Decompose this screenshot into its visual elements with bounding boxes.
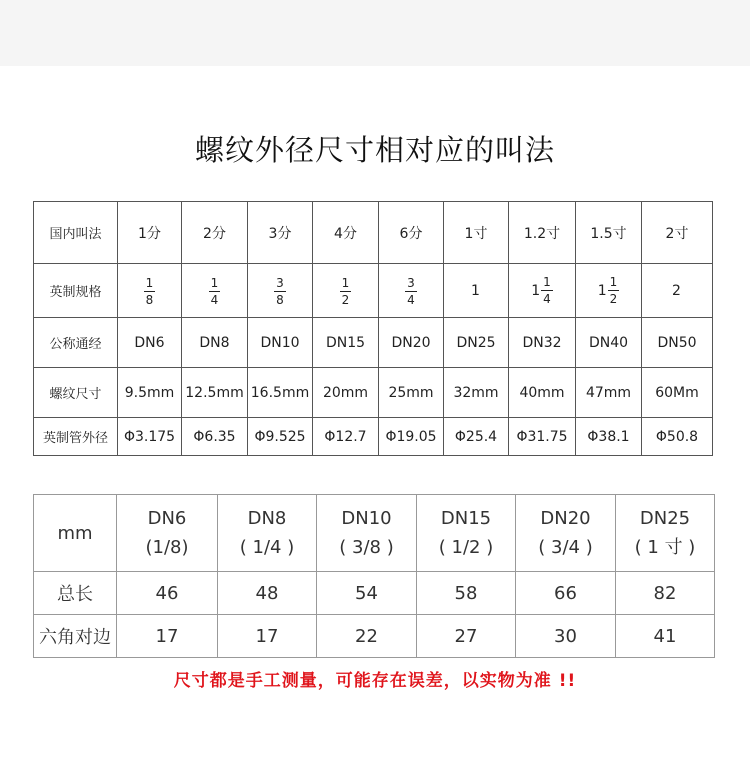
imperial-cell — [182, 264, 248, 318]
numerator: 3 — [276, 276, 284, 290]
denominator: 8 — [276, 293, 284, 307]
value-cell: 48 — [218, 572, 317, 615]
row-label: 总长 — [34, 572, 117, 615]
unit-corner: mm — [34, 495, 117, 572]
dn-label: DN25 — [639, 508, 691, 529]
denominator: 4 — [543, 292, 551, 306]
domestic-cell: 1.5寸 — [576, 202, 642, 264]
pipe_od-cell: Φ6.35 — [182, 418, 248, 456]
dn-size: ( 3/4 ) — [538, 537, 593, 558]
denominator: 4 — [210, 293, 219, 307]
row-pipe-od — [34, 418, 713, 456]
denominator: 2 — [341, 293, 350, 307]
row-imperial — [34, 264, 713, 318]
imperial-cell — [509, 264, 576, 318]
domestic-cell: 6分 — [379, 202, 444, 264]
domestic-cell: 2分 — [182, 202, 248, 264]
nominal-cell: DN32 — [509, 318, 576, 368]
domestic-cell: 3分 — [248, 202, 313, 264]
imperial-cell — [379, 264, 444, 318]
dn-size: ( 1/2 ) — [438, 537, 494, 558]
value-cell: 66 — [516, 572, 616, 615]
nominal-cell: DN25 — [444, 318, 509, 368]
t2-row-length — [34, 572, 715, 615]
pipe_od-cell: Φ38.1 — [576, 418, 642, 456]
dn-label: DN15 — [440, 508, 492, 529]
denominator: 4 — [407, 293, 415, 307]
length-hex-table — [33, 494, 715, 658]
imperial-cell — [313, 264, 379, 318]
numerator: 1 — [145, 276, 154, 290]
numerator: 1 — [210, 276, 219, 290]
dn-label: DN6 — [147, 508, 187, 529]
nominal-cell: DN8 — [182, 318, 248, 368]
pipe_od-cell: Φ12.7 — [313, 418, 379, 456]
fraction — [274, 277, 286, 306]
pipe_od-cell: Φ19.05 — [379, 418, 444, 456]
numerator: 1 — [543, 275, 551, 289]
value-cell: 27 — [417, 615, 516, 658]
imperial-cell — [118, 264, 182, 318]
t2-row-hex — [34, 615, 715, 658]
thread-cell: 60Mm — [642, 368, 713, 418]
measurement-note: 尺寸都是手工测量，可能存在误差，以实物为准 !! — [173, 671, 577, 691]
whole-number: 1 — [597, 282, 607, 299]
dn-label: DN20 — [540, 508, 591, 529]
domestic-cell: 2寸 — [642, 202, 713, 264]
row-label: 螺纹尺寸 — [34, 368, 118, 418]
dn-size: (1/8) — [145, 537, 189, 558]
dn-size: ( 1 寸 ) — [634, 537, 696, 558]
fraction — [541, 276, 553, 305]
dn-size: ( 1/4 ) — [239, 537, 295, 558]
value-cell: 41 — [616, 615, 715, 658]
whole-number: 2 — [672, 282, 681, 299]
value-cell: 30 — [516, 615, 616, 658]
fraction — [340, 277, 352, 306]
row-label: 公称通经 — [34, 318, 118, 368]
row-domestic — [34, 202, 713, 264]
domestic-cell: 4分 — [313, 202, 379, 264]
dn-header — [117, 495, 218, 572]
row-label: 国内叫法 — [34, 202, 118, 264]
row-label: 英制管外径 — [34, 418, 118, 456]
t2-header-row — [34, 495, 715, 572]
domestic-cell: 1寸 — [444, 202, 509, 264]
nominal-cell: DN15 — [313, 318, 379, 368]
imperial-cell — [444, 264, 509, 318]
thread-cell: 25mm — [379, 368, 444, 418]
pipe_od-cell: Φ25.4 — [444, 418, 509, 456]
thread-cell: 20mm — [313, 368, 379, 418]
thread-cell: 16.5mm — [248, 368, 313, 418]
numerator: 1 — [609, 275, 618, 289]
nominal-cell: DN20 — [379, 318, 444, 368]
row-label: 英制规格 — [34, 264, 118, 318]
row-label: 六角对边 — [34, 615, 117, 658]
dn-label: DN10 — [341, 508, 392, 529]
numerator: 1 — [341, 276, 350, 290]
page-title: 螺纹外径尺寸相对应的叫法 — [194, 133, 555, 167]
pipe_od-cell: Φ31.75 — [509, 418, 576, 456]
thread-cell: 9.5mm — [118, 368, 182, 418]
fraction — [144, 277, 156, 306]
nominal-cell: DN10 — [248, 318, 313, 368]
pipe_od-cell: Φ50.8 — [642, 418, 713, 456]
row-nominal — [34, 318, 713, 368]
whole-number: 1 — [471, 282, 480, 299]
size-name-table — [33, 201, 713, 456]
value-cell: 22 — [317, 615, 417, 658]
dn-header — [317, 495, 417, 572]
value-cell: 54 — [317, 572, 417, 615]
thread-cell: 32mm — [444, 368, 509, 418]
fraction — [405, 277, 417, 306]
fraction — [608, 276, 620, 305]
dn-header — [616, 495, 715, 572]
dn-label: DN8 — [247, 508, 287, 529]
dn-size: ( 3/8 ) — [339, 537, 394, 558]
nominal-cell: DN6 — [118, 318, 182, 368]
dn-header — [218, 495, 317, 572]
imperial-cell — [248, 264, 313, 318]
top-band — [0, 0, 750, 66]
value-cell: 82 — [616, 572, 715, 615]
thread-cell: 12.5mm — [182, 368, 248, 418]
thread-cell: 47mm — [576, 368, 642, 418]
value-cell: 58 — [417, 572, 516, 615]
dn-header — [417, 495, 516, 572]
dn-header — [516, 495, 616, 572]
domestic-cell: 1.2寸 — [509, 202, 576, 264]
pipe_od-cell: Φ3.175 — [118, 418, 182, 456]
row-thread — [34, 368, 713, 418]
value-cell: 17 — [218, 615, 317, 658]
thread-cell: 40mm — [509, 368, 576, 418]
nominal-cell: DN40 — [576, 318, 642, 368]
imperial-cell — [576, 264, 642, 318]
numerator: 3 — [407, 276, 415, 290]
pipe_od-cell: Φ9.525 — [248, 418, 313, 456]
domestic-cell: 1分 — [118, 202, 182, 264]
imperial-cell — [642, 264, 713, 318]
value-cell: 17 — [117, 615, 218, 658]
whole-number: 1 — [531, 282, 541, 299]
nominal-cell: DN50 — [642, 318, 713, 368]
denominator: 8 — [145, 293, 154, 307]
denominator: 2 — [609, 292, 618, 306]
value-cell: 46 — [117, 572, 218, 615]
fraction — [209, 277, 221, 306]
